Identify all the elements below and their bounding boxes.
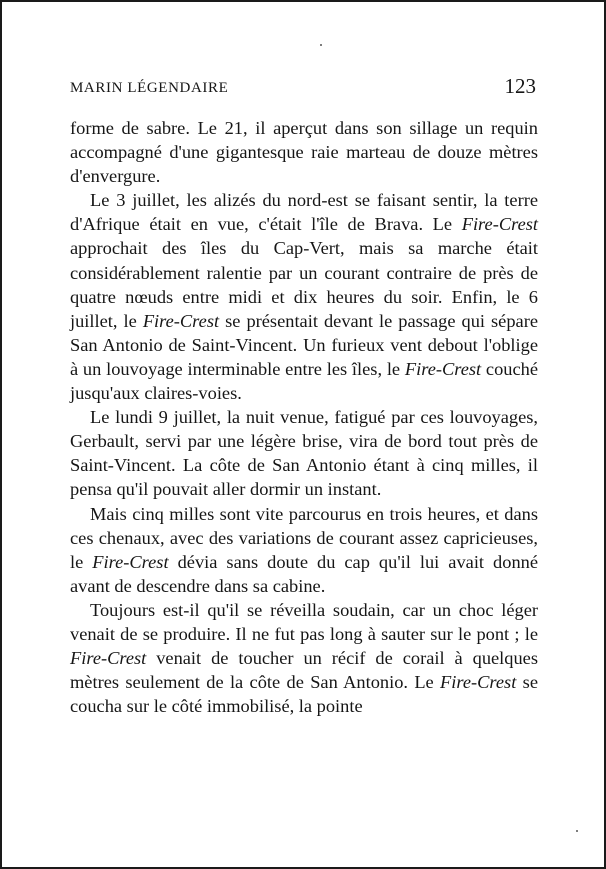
page-header [70, 74, 536, 104]
text-run: approchait des îles du Cap-Vert, mais sa marche était considérablement ralentie par un courant contraire de près de quatre nœuds entre midi et dix heures du soir. Enfin, le 6 juillet, le [70, 238, 538, 331]
text-run: Le 3 juillet, les alizés du nord-est se faisant sentir, la terre d'Afrique était en vue, c'était l'île de Brava. Le [70, 190, 538, 235]
ship-name: Fire-Crest [461, 214, 538, 235]
ship-name: Fire-Crest [70, 648, 147, 669]
running-head: MARIN LÉGENDAIRE [70, 80, 229, 96]
ship-name: Fire-Crest [92, 551, 169, 572]
paper-speck [576, 830, 578, 832]
text-run: forme de sabre. Le 21, il aperçut dans son sillage un requin accompagné d'une gigantesque raie marteau de douze mètres d'envergure. [70, 118, 538, 187]
ship-name: Fire-Crest [142, 310, 220, 331]
text-run: dévia sans doute du cap qu'il lui avait donné avant de descendre dans sa cabine. [70, 551, 538, 596]
paragraph [70, 116, 538, 188]
paragraph [70, 598, 538, 718]
page-number: 123 [504, 74, 536, 98]
ship-name: Fire-Crest [440, 672, 517, 693]
text-run: venait de toucher un récif de corail à quelques mètres seulement de la côte de San Antonio. Le [70, 648, 538, 693]
paper-speck [320, 44, 322, 46]
body-text [70, 116, 538, 718]
paragraph [70, 405, 538, 501]
text-run: Mais cinq milles sont vite parcourus en trois heures, et dans ces chenaux, avec des variations de courant assez capricieuses, le [70, 503, 538, 572]
text-run: Le lundi 9 juillet, la nuit venue, fatigué par ces louvoyages, Gerbault, servi par une légère brise, vira de bord tout près de Saint-Vincent. La côte de San Antonio étant à cinq milles, il pensa qu'il pouvait aller dormir un instant. [70, 407, 538, 500]
ship-name: Fire-Crest [404, 358, 482, 379]
paragraph [70, 188, 538, 405]
text-run: se présentait devant le passage qui sépare San Antonio de Saint-Vincent. Un furieux vent debout l'oblige à un louvoyage interminable entre les îles, le [70, 310, 538, 379]
text-run: couché jusqu'aux claires-voies. [70, 358, 539, 404]
paragraph [70, 502, 538, 598]
text-run: se coucha sur le côté immobilisé, la pointe [70, 672, 538, 717]
text-run: Toujours est-il qu'il se réveilla soudain, car un choc léger venait de se produire. Il ne fut pas long à sauter sur le pont ; le [70, 599, 538, 644]
